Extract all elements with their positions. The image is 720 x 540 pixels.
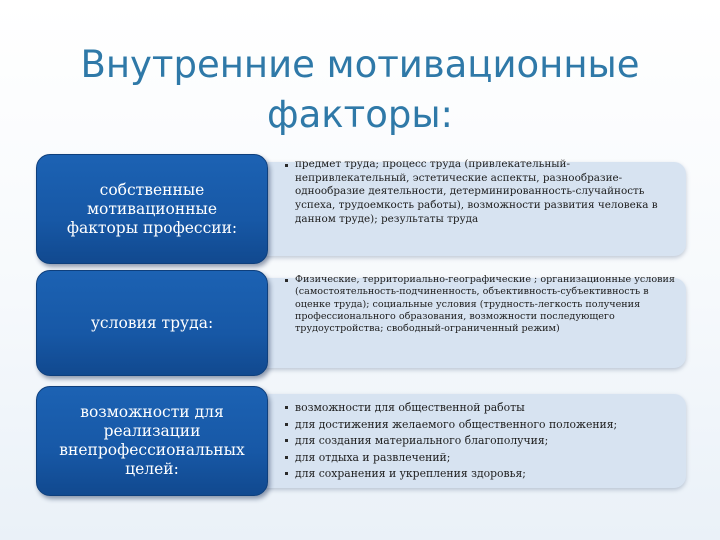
factor-detail-item: для создания материального благополучия; bbox=[284, 433, 678, 450]
factor-row-non-professional-goals bbox=[36, 386, 686, 496]
slide-title-line-1: Внутренние мотивационные bbox=[80, 43, 640, 86]
slide-title bbox=[40, 40, 680, 140]
factor-detail-item: предмет труда; процесс труда (привлекательный-непривлекательный, эстетические аспекты, разнообразие-однообразие деятельности, детерминированность-случайность успеха, трудоемкость работы), возможности развития человека в данном труде); результаты труда bbox=[284, 158, 678, 227]
factor-row-profession bbox=[36, 154, 686, 264]
factor-details-list bbox=[284, 158, 678, 227]
factor-category-box bbox=[36, 154, 268, 264]
factor-details-list bbox=[284, 400, 678, 483]
factor-detail-item: для достижения желаемого общественного положения; bbox=[284, 417, 678, 434]
factor-category-label: условия труда: bbox=[90, 313, 214, 332]
factor-detail-item: возможности для общественной работы bbox=[284, 400, 678, 417]
factor-category-box bbox=[36, 270, 268, 376]
factor-detail-item: Физические, территориально-географические ; организационные условия (самостоятельность-подчиненность, объективность-субъективность в оценке труда); социальные условия (трудность-легкость получения профессионального образования, возможности последующего трудоустройства; свободный-ограниченный режим) bbox=[284, 274, 678, 335]
factor-details-list bbox=[284, 274, 678, 335]
slide-title-line-2: факторы: bbox=[266, 93, 453, 136]
factor-row-work-conditions bbox=[36, 270, 686, 376]
factor-detail-item: для сохранения и укрепления здоровья; bbox=[284, 466, 678, 483]
factor-category-box bbox=[36, 386, 268, 496]
factor-category-label: возможности для реализации внепрофессиональных целей: bbox=[59, 403, 245, 478]
factor-detail-item: для отдыха и развлечений; bbox=[284, 450, 678, 467]
factor-category-label: собственные мотивационные факторы профессии: bbox=[66, 180, 238, 237]
